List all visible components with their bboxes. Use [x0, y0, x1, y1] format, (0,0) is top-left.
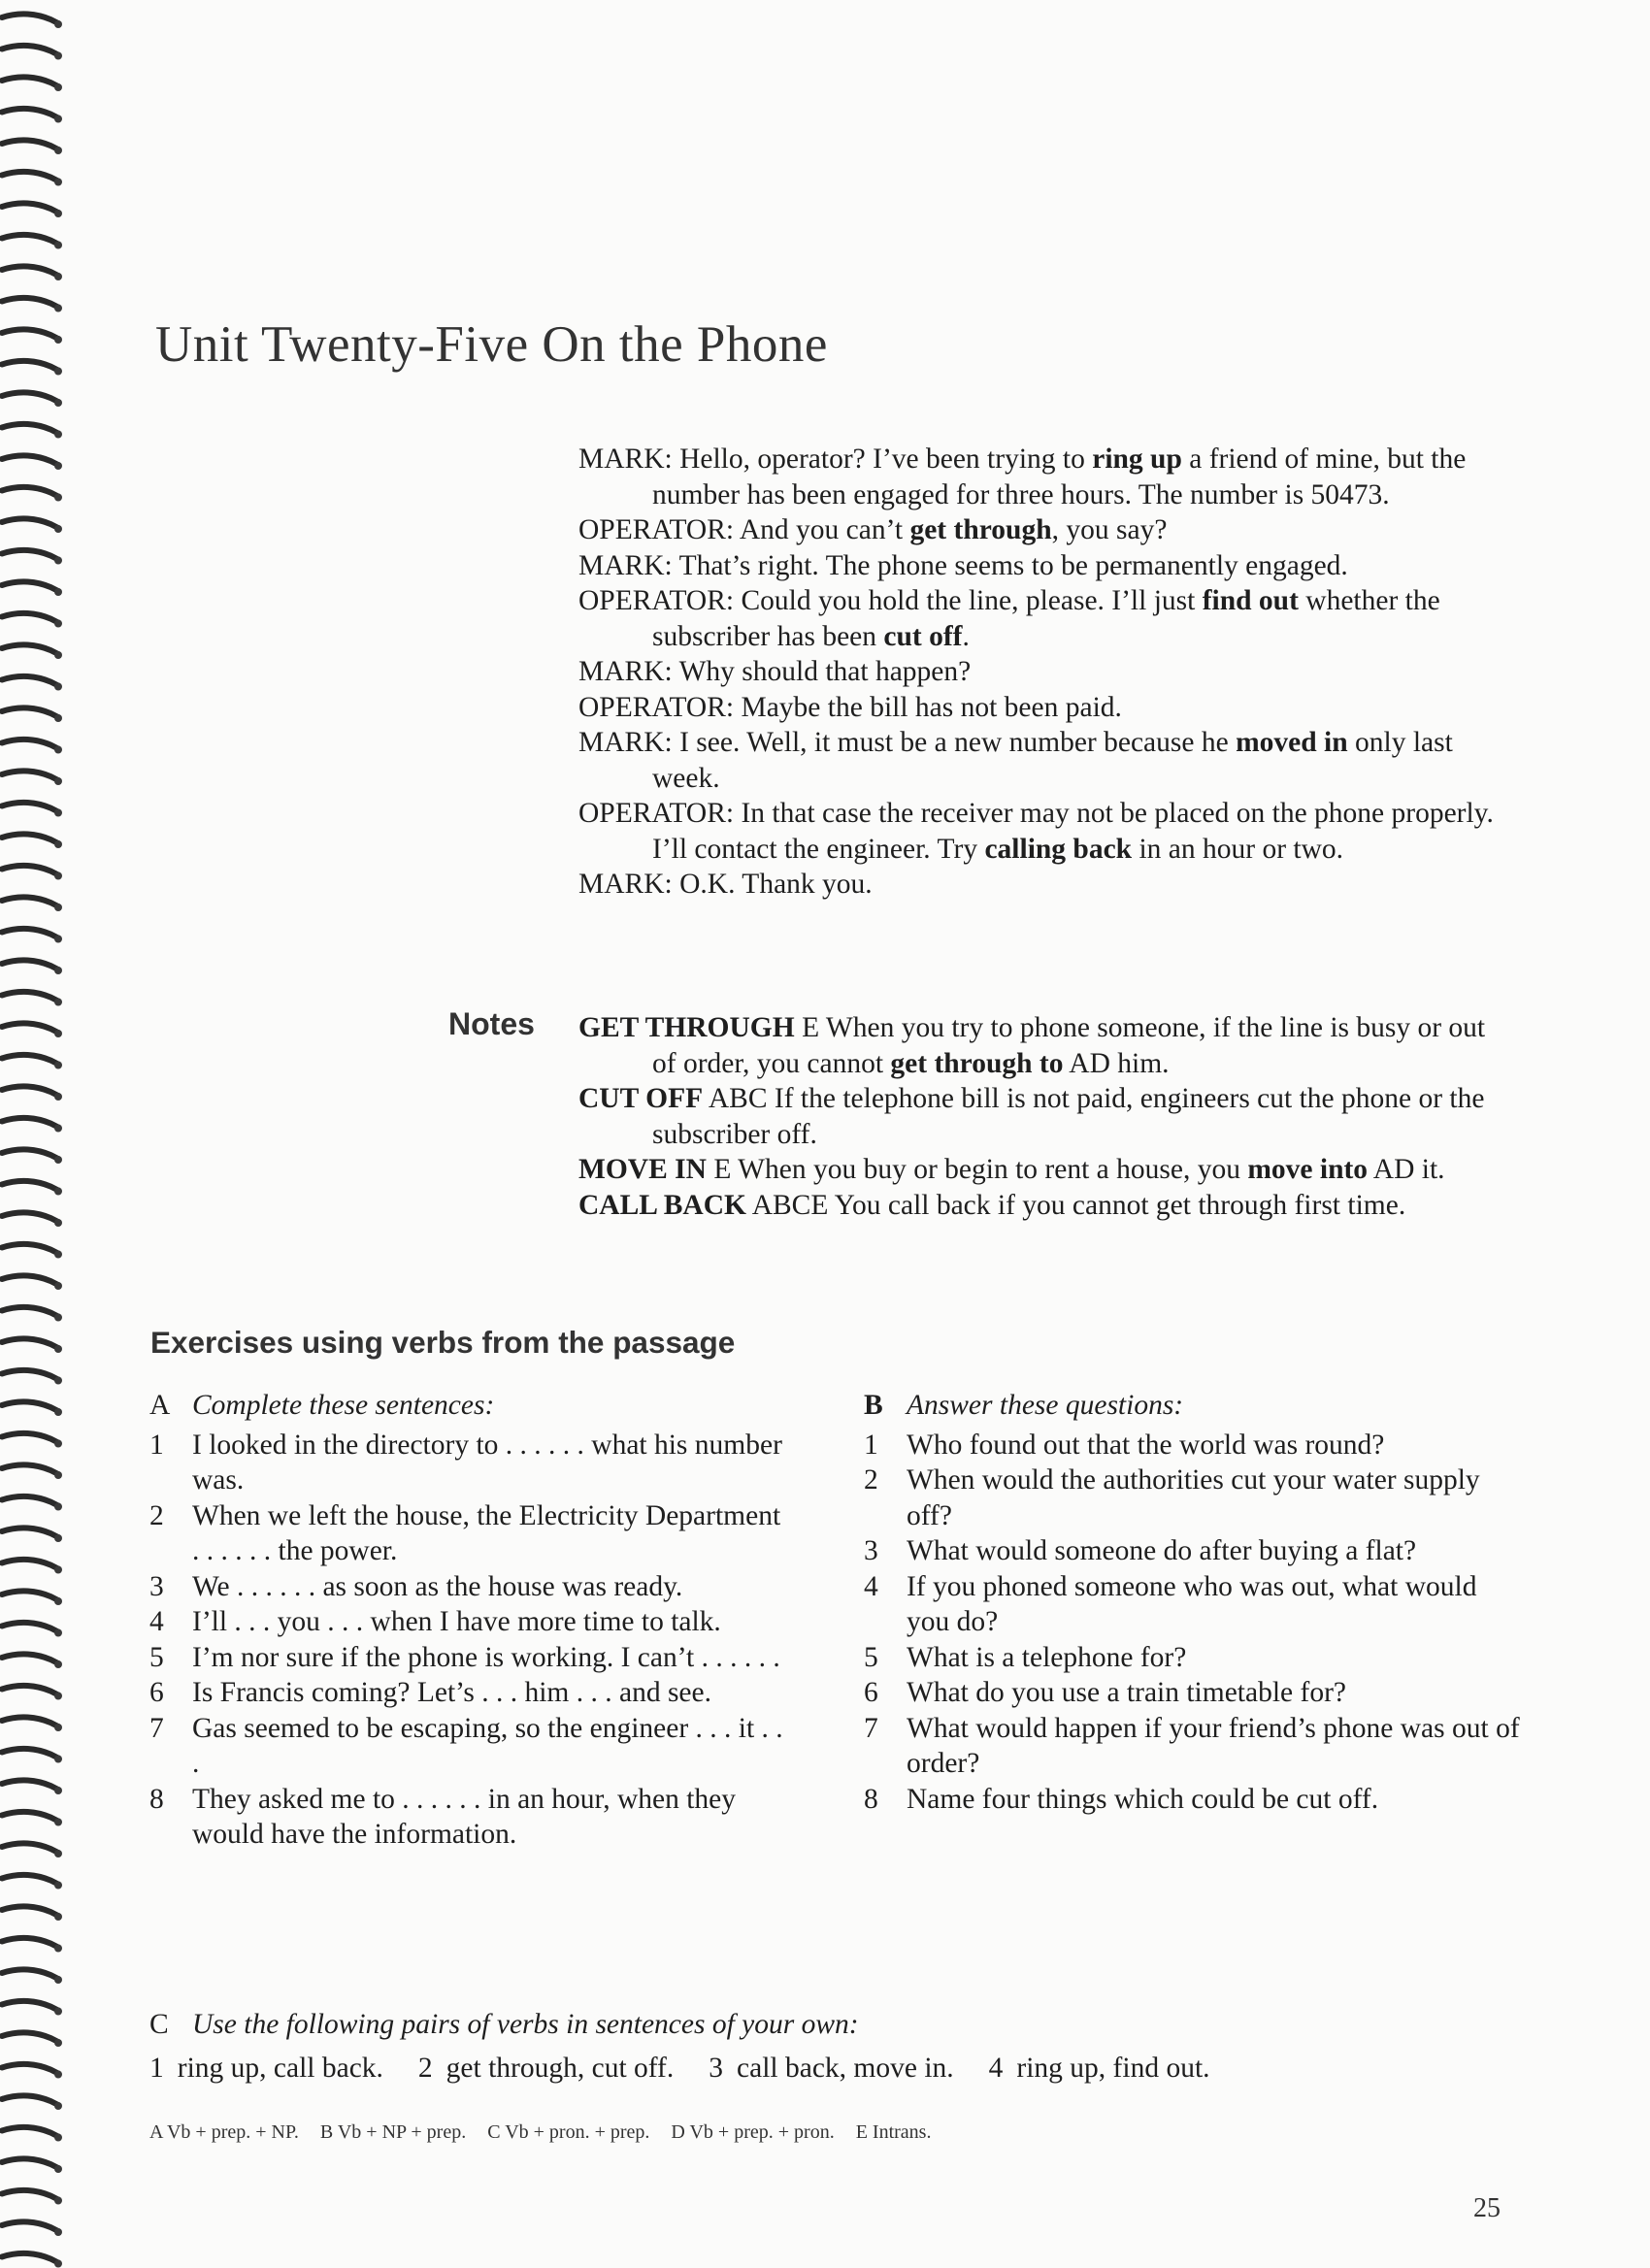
spiral-hole: [54, 20, 62, 28]
phrasal-verb: get through to: [890, 1047, 1064, 1079]
spiral-coil: [2, 1338, 58, 1348]
spiral-coil: [2, 109, 58, 118]
spiral-hole: [54, 2165, 62, 2173]
spiral-coil: [2, 1654, 58, 1663]
item-number: 2: [149, 1499, 164, 1531]
spiral-coil: [2, 1906, 58, 1916]
spiral-hole: [54, 999, 62, 1006]
speaker-name: OPERATOR:: [578, 514, 735, 545]
phrasal-verb: MOVE IN: [578, 1154, 707, 1185]
spiral-hole: [54, 494, 62, 502]
spiral-hole: [54, 1471, 62, 1479]
spiral-binding: [0, 0, 78, 2268]
spiral-hole: [54, 936, 62, 943]
spiral-hole: [54, 2071, 62, 2079]
text-run: AD him.: [1063, 1047, 1170, 1079]
note-entry: [578, 1188, 1510, 1224]
spiral-coil: [2, 1464, 58, 1474]
exercise-item: [149, 1711, 790, 1782]
spiral-hole: [54, 1945, 62, 1953]
spiral-hole: [54, 210, 62, 217]
spiral-coil: [2, 203, 58, 213]
spiral-hole: [54, 1219, 62, 1227]
exercise-item: [864, 1569, 1524, 1640]
spiral-coil: [2, 2001, 58, 2011]
exercise-section-a: [149, 1388, 790, 1853]
spiral-coil: [2, 1969, 58, 1979]
item-text: Gas seemed to be escaping, so the engineer . . . it . . .: [192, 1712, 783, 1779]
spiral-coil: [2, 1938, 58, 1948]
spiral-coil: [2, 2253, 58, 2263]
text-run: O.K. Thank you.: [679, 869, 873, 900]
spiral-coil: [2, 897, 58, 906]
spiral-coil: [2, 46, 58, 55]
section-a-items: [149, 1428, 790, 1853]
spiral-hole: [54, 431, 62, 439]
spiral-hole: [54, 2008, 62, 2016]
exercise-item: [149, 1498, 790, 1569]
spiral-coil: [2, 740, 58, 749]
text-run: Hello, operator? I’ve been trying to: [679, 444, 1093, 475]
spiral-hole: [54, 1251, 62, 1259]
spiral-hole: [54, 1314, 62, 1322]
pair-text: call back, move in.: [737, 2052, 954, 2084]
spiral-hole: [54, 1724, 62, 1731]
spiral-hole: [54, 683, 62, 691]
spiral-coil: [2, 2221, 58, 2231]
dialogue-turn: [578, 583, 1510, 654]
spiral-coil: [2, 1496, 58, 1506]
spiral-hole: [54, 1693, 62, 1700]
spiral-coil: [2, 644, 58, 654]
item-text: What would someone do after buying a flat?: [907, 1535, 1417, 1566]
phrasal-verb: move into: [1247, 1154, 1369, 1185]
dialogue-turn: [578, 690, 1510, 726]
phrasal-verb: CUT OFF: [578, 1083, 704, 1114]
exercise-item: [864, 1675, 1524, 1711]
text-run: whether the subscriber has been: [652, 585, 1440, 652]
spiral-hole: [54, 242, 62, 249]
spiral-coil: [2, 1212, 58, 1222]
item-number: 5: [864, 1641, 878, 1673]
phrasal-verb: moved in: [1236, 727, 1348, 758]
text-run: in an hour or two.: [1132, 833, 1344, 865]
spiral-coil: [2, 1717, 58, 1726]
spiral-coil: [2, 1749, 58, 1759]
item-number: 1: [149, 1429, 164, 1461]
spiral-coil: [2, 1812, 58, 1822]
dialogue-turn: [578, 654, 1510, 690]
spiral-coil: [2, 929, 58, 938]
spiral-coil: [2, 392, 58, 402]
text-run: In that case the receiver may not be placed on the phone properly. I’ll contact the engineer. Try: [652, 798, 1494, 865]
spiral-coil: [2, 1275, 58, 1285]
speaker-name: MARK:: [578, 727, 673, 758]
exercise-item: [149, 1569, 790, 1605]
spiral-hole: [54, 1408, 62, 1416]
grammar-key-item: E Intrans.: [855, 2121, 932, 2143]
spiral-coil: [2, 518, 58, 528]
spiral-coil: [2, 1843, 58, 1853]
spiral-hole: [54, 1188, 62, 1196]
spiral-coil: [2, 487, 58, 497]
exercise-item: [149, 1640, 790, 1676]
spiral-hole: [54, 1913, 62, 1921]
spiral-hole: [54, 115, 62, 123]
spiral-hole: [54, 147, 62, 154]
spiral-hole: [54, 1345, 62, 1353]
phrasal-verb: get through: [909, 514, 1052, 545]
spiral-coil: [2, 2190, 58, 2200]
item-number: 3: [149, 1570, 164, 1602]
spiral-hole: [54, 1030, 62, 1037]
item-text: I’m nor sure if the phone is working. I can’t . . . . . .: [192, 1641, 780, 1673]
spiral-coil: [2, 298, 58, 308]
spiral-hole: [54, 777, 62, 785]
spiral-coil: [2, 266, 58, 276]
spiral-hole: [54, 620, 62, 628]
spiral-coil: [2, 1591, 58, 1600]
section-c-instruction: Use the following pairs of verbs in sentences of your own:: [192, 2009, 859, 2040]
spiral-hole: [54, 557, 62, 565]
spiral-coil: [2, 1780, 58, 1790]
spiral-coil: [2, 834, 58, 843]
spiral-hole: [54, 1534, 62, 1542]
text-run: Maybe the bill has not been paid.: [741, 691, 1122, 723]
text-run: ABC If the telephone bill is not paid, engineers cut the phone or the subscriber off.: [652, 1083, 1485, 1150]
text-run: E When you buy or begin to rent a house, you: [706, 1154, 1248, 1185]
spiral-coil: [2, 1528, 58, 1537]
item-text: If you phoned someone who was out, what would you do?: [907, 1570, 1477, 1637]
dialogue-turn: [578, 867, 1510, 903]
item-number: 4: [149, 1606, 164, 1637]
text-run: Could you hold the line, please. I’ll just: [741, 585, 1203, 616]
dialogue-turn: [578, 512, 1510, 548]
spiral-hole: [54, 840, 62, 848]
spiral-hole: [54, 1597, 62, 1605]
spiral-coil: [2, 361, 58, 371]
spiral-coil: [2, 992, 58, 1002]
spiral-hole: [54, 1062, 62, 1069]
spiral-hole: [54, 1629, 62, 1637]
spiral-hole: [54, 1156, 62, 1164]
spiral-coil: [2, 1055, 58, 1065]
section-b-header: [864, 1388, 1524, 1424]
spiral-hole: [54, 83, 62, 91]
dialogue-turn: [578, 725, 1510, 796]
section-c-header: [149, 2007, 1528, 2043]
spiral-coil: [2, 77, 58, 86]
speaker-name: MARK:: [578, 549, 673, 581]
spiral-hole: [54, 1819, 62, 1826]
note-entry: [578, 1152, 1510, 1188]
spiral-coil: [2, 581, 58, 591]
text-run: That’s right. The phone seems to be permanently engaged.: [678, 549, 1348, 581]
spiral-hole: [54, 2197, 62, 2205]
spiral-hole: [54, 2102, 62, 2110]
item-number: 6: [864, 1677, 878, 1708]
item-text: When we left the house, the Electricity Department . . . . . . the power.: [192, 1499, 781, 1566]
spiral-hole: [54, 399, 62, 407]
section-b-letter: B: [864, 1390, 883, 1421]
spiral-hole: [54, 967, 62, 974]
note-entry: [578, 1010, 1510, 1081]
exercises-heading: Exercises using verbs from the passage: [150, 1325, 736, 1360]
grammar-key-footnote: [149, 2121, 952, 2144]
spiral-hole: [54, 1440, 62, 1448]
spiral-coil: [2, 1181, 58, 1191]
item-text: I’ll . . . you . . . when I have more time to talk.: [192, 1606, 721, 1637]
note-entry: [578, 1081, 1510, 1152]
item-number: 1: [864, 1429, 878, 1461]
spiral-coil: [2, 2032, 58, 2042]
spiral-coil: [2, 1149, 58, 1159]
spiral-coil: [2, 1118, 58, 1128]
phrasal-verb: calling back: [984, 833, 1133, 865]
item-text: When would the authorities cut your water supply off?: [907, 1464, 1480, 1531]
item-text: Is Francis coming? Let’s . . . him . . . and see.: [192, 1677, 711, 1708]
grammar-key-item: A Vb + prep. + NP.: [149, 2121, 299, 2143]
pair-text: get through, cut off.: [446, 2052, 675, 2084]
spiral-coil: [2, 866, 58, 875]
dialogue-turn: [578, 548, 1510, 584]
speaker-name: OPERATOR:: [578, 691, 735, 723]
spiral-hole: [54, 1503, 62, 1511]
exercise-section-c: [149, 2007, 1528, 2086]
exercise-item: [149, 1782, 790, 1853]
spiral-hole: [54, 52, 62, 60]
speaker-name: MARK:: [578, 869, 673, 900]
item-number: 7: [149, 1712, 164, 1744]
exercise-item: [864, 1463, 1524, 1533]
unit-title: Unit Twenty-Five On the Phone: [155, 316, 828, 373]
spiral-coil: [2, 1686, 58, 1695]
exercise-item: [149, 1428, 790, 1498]
speaker-name: OPERATOR:: [578, 585, 735, 616]
spiral-hole: [54, 904, 62, 911]
spiral-hole: [54, 368, 62, 376]
item-number: 3: [864, 1535, 878, 1566]
spiral-coil: [2, 1401, 58, 1411]
spiral-hole: [54, 179, 62, 186]
spiral-coil: [2, 329, 58, 339]
phrasal-verb: GET THROUGH: [578, 1012, 795, 1043]
spiral-hole: [54, 525, 62, 533]
phrasal-verb: cut off: [883, 620, 963, 652]
spiral-coil: [2, 960, 58, 970]
spiral-coil: [2, 455, 58, 465]
spiral-coil: [2, 613, 58, 623]
text-run: ABCE You call back if you cannot get through first time.: [745, 1189, 1406, 1221]
exercise-item: [864, 1428, 1524, 1463]
item-text: What would happen if your friend’s phone was out of order?: [907, 1712, 1520, 1779]
spiral-coil: [2, 2064, 58, 2074]
page-number: 25: [1473, 2193, 1501, 2223]
spiral-coil: [2, 1244, 58, 1254]
item-text: What is a telephone for?: [907, 1641, 1187, 1673]
spiral-hole: [54, 2134, 62, 2142]
spiral-hole: [54, 746, 62, 754]
spiral-coil: [2, 1433, 58, 1443]
notes-list: [578, 1010, 1510, 1223]
spiral-coil: [2, 1307, 58, 1317]
exercise-item: [864, 1640, 1524, 1676]
pair-number: 3: [709, 2052, 724, 2084]
spiral-hole: [54, 1882, 62, 1890]
item-number: 8: [149, 1783, 164, 1815]
spiral-coil: [2, 14, 58, 23]
section-b-items: [864, 1428, 1524, 1818]
pair-text: ring up, call back.: [177, 2052, 383, 2084]
spiral-coil: [2, 771, 58, 780]
pair-text: ring up, find out.: [1016, 2052, 1210, 2084]
exercise-section-b: [864, 1388, 1524, 1817]
text-run: AD it.: [1368, 1154, 1445, 1185]
item-number: 4: [864, 1570, 878, 1602]
spiral-coil: [2, 676, 58, 686]
spiral-coil: [2, 550, 58, 560]
spiral-coil: [2, 1623, 58, 1632]
spiral-coil: [2, 172, 58, 181]
grammar-key-item: B Vb + NP + prep.: [319, 2121, 467, 2143]
spiral-hole: [54, 2039, 62, 2047]
speaker-name: MARK:: [578, 444, 673, 475]
spiral-coil: [2, 803, 58, 812]
spiral-coil: [2, 1560, 58, 1569]
text-run: E When you try to phone someone, if the line is busy or out of order, you cannot: [652, 1012, 1486, 1079]
exercise-item: [864, 1533, 1524, 1569]
spiral-hole: [54, 1377, 62, 1385]
text-run: a friend of mine, but the number has been engaged for three hours. The number is 50473.: [652, 444, 1467, 510]
phrasal-verb: CALL BACK: [578, 1189, 746, 1221]
spiral-hole: [54, 588, 62, 596]
spiral-hole: [54, 1282, 62, 1290]
spiral-hole: [54, 714, 62, 722]
speaker-name: OPERATOR:: [578, 798, 735, 829]
spiral-hole: [54, 336, 62, 344]
exercise-item: [149, 1675, 790, 1711]
text-run: .: [962, 620, 970, 652]
text-run: I see. Well, it must be a new number because he: [679, 727, 1237, 758]
spiral-hole: [54, 809, 62, 817]
spiral-hole: [54, 651, 62, 659]
phrasal-verb: find out: [1202, 585, 1299, 616]
spiral-coil: [2, 2158, 58, 2168]
item-number: 2: [864, 1464, 878, 1496]
dialogue-turn: [578, 796, 1510, 867]
item-number: 6: [149, 1677, 164, 1708]
item-text: Who found out that the world was round?: [907, 1429, 1385, 1461]
exercise-item: [864, 1711, 1524, 1782]
spiral-hole: [54, 462, 62, 470]
spiral-coil: [2, 1086, 58, 1096]
item-number: 8: [864, 1783, 878, 1815]
section-a-letter: A: [149, 1390, 171, 1421]
speaker-name: MARK:: [578, 656, 673, 687]
section-c-pairs: [149, 2051, 1528, 2087]
spiral-hole: [54, 273, 62, 280]
phrasal-verb: ring up: [1092, 444, 1182, 475]
spiral-coil: [2, 235, 58, 245]
notes-label: Notes: [448, 1006, 535, 1041]
spiral-hole: [54, 1976, 62, 1984]
spiral-hole: [54, 1566, 62, 1574]
pair-number: 1: [149, 2052, 164, 2084]
pair-number: 2: [417, 2052, 433, 2084]
text-run: only last week.: [652, 727, 1453, 794]
spiral-coil: [2, 1370, 58, 1380]
spiral-hole: [54, 1756, 62, 1763]
item-text: We . . . . . . as soon as the house was ready.: [192, 1570, 683, 1602]
spiral-hole: [54, 1850, 62, 1857]
spiral-coil: [2, 2127, 58, 2137]
spiral-coil: [2, 140, 58, 149]
spiral-hole: [54, 1660, 62, 1668]
grammar-key-item: C Vb + pron. + prep.: [487, 2121, 650, 2143]
spiral-hole: [54, 2260, 62, 2268]
spiral-coil: [2, 1023, 58, 1033]
item-text: Name four things which could be cut off.: [907, 1783, 1379, 1815]
spiral-hole: [54, 1125, 62, 1133]
item-number: 5: [149, 1641, 164, 1673]
grammar-key-item: D Vb + prep. + pron.: [671, 2121, 835, 2143]
text-run: , you say?: [1051, 514, 1168, 545]
spiral-hole: [54, 1093, 62, 1101]
section-a-header: [149, 1388, 790, 1424]
spiral-coil: [2, 707, 58, 717]
section-a-instruction: Complete these sentences:: [192, 1390, 495, 1421]
exercise-item: [149, 1604, 790, 1640]
pair-number: 4: [988, 2052, 1004, 2084]
text-run: And you can’t: [739, 514, 910, 545]
item-text: They asked me to . . . . . . in an hour, when they would have the information.: [192, 1783, 737, 1850]
section-b-instruction: Answer these questions:: [907, 1390, 1184, 1421]
spiral-hole: [54, 1787, 62, 1794]
text-run: Why should that happen?: [678, 656, 972, 687]
section-c-letter: C: [149, 2009, 169, 2040]
spiral-coil: [2, 1875, 58, 1885]
spiral-hole: [54, 872, 62, 880]
spiral-hole: [54, 2228, 62, 2236]
dialogue-passage: [578, 442, 1510, 903]
spiral-coil: [2, 424, 58, 434]
spiral-coil: [2, 2095, 58, 2105]
item-number: 7: [864, 1712, 878, 1744]
spiral-hole: [54, 305, 62, 312]
dialogue-turn: [578, 442, 1510, 512]
exercise-item: [864, 1782, 1524, 1818]
item-text: What do you use a train timetable for?: [907, 1677, 1346, 1708]
item-text: I looked in the directory to . . . . . . what his number was.: [192, 1429, 782, 1496]
